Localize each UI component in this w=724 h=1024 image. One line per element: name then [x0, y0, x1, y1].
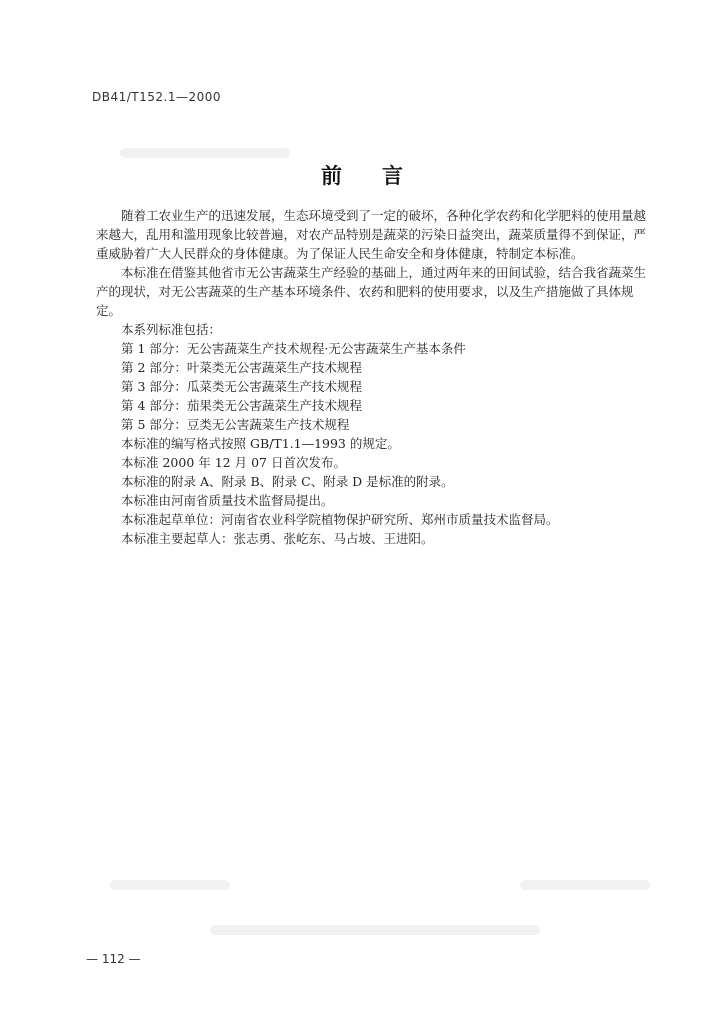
part-item: 第 5 部分：豆类无公害蔬菜生产技术规程 [121, 417, 350, 432]
statement: 本标准主要起草人：张志勇、张屹东、马占坡、王进阳。 [121, 531, 434, 546]
statement: 本标准的附录 A、附录 B、附录 C、附录 D 是标准的附录。 [121, 474, 454, 489]
document-code: DB41/T152.1—2000 [92, 90, 222, 104]
scan-smudge [110, 880, 230, 890]
scan-smudge [120, 148, 290, 158]
page-title [0, 160, 724, 190]
part-item: 第 1 部分：无公害蔬菜生产技术规程·无公害蔬菜生产基本条件 [121, 341, 466, 356]
foreword-body [96, 206, 652, 548]
paragraph: 本标准在借鉴其他省市无公害蔬菜生产经验的基础上，通过两年来的田间试验，结合我省蔬菜生产的现状，对无公害蔬菜的生产基本环境条件、农药和肥料的使用要求，以及生产措施做了具体规定。 [96, 265, 647, 318]
statement: 本标准由河南省质量技术监督局提出。 [121, 493, 334, 508]
title-char-1: 前 [321, 163, 342, 188]
scan-smudge [210, 925, 540, 935]
title-char-2: 言 [382, 163, 403, 188]
part-item: 第 4 部分：茄果类无公害蔬菜生产技术规程 [121, 398, 362, 413]
statement: 本标准起草单位：河南省农业科学院植物保护研究所、郑州市质量技术监督局。 [121, 512, 559, 527]
paragraph: 随着工农业生产的迅速发展，生态环境受到了一定的破坏，各种化学农药和化学肥料的使用量越来越大，乱用和滥用现象比较普遍，对农产品特别是蔬菜的污染日益突出，蔬菜质量得不到保证，严重威胁着广大人民群众的身体健康。为了保证人民生命安全和身体健康，特制定本标准。 [96, 208, 647, 261]
part-item: 第 3 部分：瓜菜类无公害蔬菜生产技术规程 [121, 379, 362, 394]
statement: 本标准的编写格式按照 GB/T1.1—1993 的规定。 [121, 436, 400, 451]
part-item: 第 2 部分：叶菜类无公害蔬菜生产技术规程 [121, 360, 362, 375]
scan-smudge [520, 880, 650, 890]
statement: 本标准 2000 年 12 月 07 日首次发布。 [121, 455, 346, 470]
series-intro: 本系列标准包括： [121, 322, 222, 337]
page-number: — 112 — [86, 952, 141, 966]
